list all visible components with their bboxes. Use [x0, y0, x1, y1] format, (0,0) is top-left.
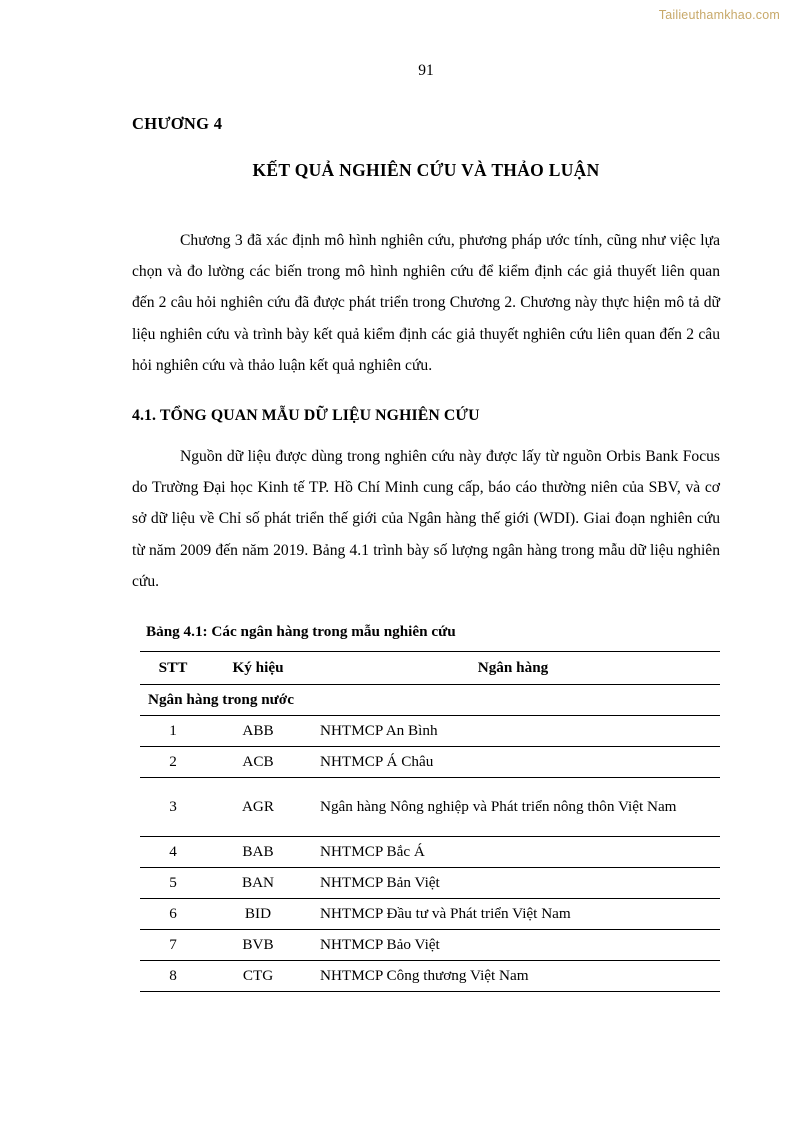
table-row — [140, 836, 720, 867]
cell-code: BAN — [206, 867, 310, 898]
cell-bank-name: NHTMCP Đầu tư và Phát triển Việt Nam — [310, 898, 720, 929]
cell-stt: 7 — [140, 929, 206, 960]
cell-bank-name: NHTMCP Công thương Việt Nam — [310, 960, 720, 991]
cell-bank-name: Ngân hàng Nông nghiệp và Phát triển nông thôn Việt Nam — [310, 777, 720, 836]
cell-bank-name: NHTMCP Bắc Á — [310, 836, 720, 867]
cell-stt: 2 — [140, 746, 206, 777]
table-caption: Bảng 4.1: Các ngân hàng trong mẫu nghiên cứu — [146, 622, 456, 640]
cell-stt: 3 — [140, 777, 206, 836]
section-paragraph: Nguồn dữ liệu được dùng trong nghiên cứu này được lấy từ nguồn Orbis Bank Focus do Trường Đại học Kinh tế TP. Hồ Chí Minh cung cấp, báo cáo thường niên của SBV, và cơ sở dữ liệu về Chỉ số phát triển thế giới của Ngân hàng thế giới (WDI). Giai đoạn nghiên cứu từ năm 2009 đến năm 2019. Bảng 4.1 trình bày số lượng ngân hàng trong mẫu dữ liệu nghiên cứu. — [132, 447, 720, 590]
table-row — [140, 746, 720, 777]
cell-stt: 5 — [140, 867, 206, 898]
chapter-label: CHƯƠNG 4 — [132, 114, 223, 133]
column-header-bank: Ngân hàng — [310, 651, 720, 684]
table-row — [140, 867, 720, 898]
cell-bank-name: NHTMCP An Bình — [310, 715, 720, 746]
table-row — [140, 777, 720, 836]
table-group-row — [140, 684, 720, 715]
cell-bank-name: NHTMCP Á Châu — [310, 746, 720, 777]
column-header-code: Ký hiệu — [206, 651, 310, 684]
intro-paragraph: Chương 3 đã xác định mô hình nghiên cứu, phương pháp ước tính, cũng như việc lựa chọn và đo lường các biến trong mô hình nghiên cứu để kiểm định các giả thuyết liên quan đến 2 câu hỏi nghiên cứu đã được phát triển trong Chương 2. Chương này thực hiện mô tả dữ liệu nghiên cứu và trình bày kết quả kiểm định các giả thuyết nghiên cứu liên quan đến 2 câu hỏi nghiên cứu và thảo luận kết quả nghiên cứu. — [132, 232, 720, 374]
banks-table — [140, 651, 720, 992]
table-row — [140, 960, 720, 991]
table-body — [140, 684, 720, 991]
cell-code: BID — [206, 898, 310, 929]
table-row — [140, 898, 720, 929]
cell-code: ACB — [206, 746, 310, 777]
cell-code: CTG — [206, 960, 310, 991]
page-content — [132, 0, 720, 992]
column-header-stt: STT — [140, 651, 206, 684]
section-heading: 4.1. TỔNG QUAN MẪU DỮ LIỆU NGHIÊN CỨU — [132, 406, 480, 424]
cell-code: BAB — [206, 836, 310, 867]
cell-stt: 1 — [140, 715, 206, 746]
table-head — [140, 651, 720, 684]
cell-code: AGR — [206, 777, 310, 836]
cell-stt: 8 — [140, 960, 206, 991]
cell-bank-name: NHTMCP Bảo Việt — [310, 929, 720, 960]
cell-stt: 4 — [140, 836, 206, 867]
chapter-title: KẾT QUẢ NGHIÊN CỨU VÀ THẢO LUẬN — [252, 160, 600, 180]
page-number: 91 — [418, 62, 434, 79]
group-label: Ngân hàng trong nước — [140, 684, 720, 715]
table-row — [140, 715, 720, 746]
cell-bank-name: NHTMCP Bản Việt — [310, 867, 720, 898]
table-header-row — [140, 651, 720, 684]
cell-stt: 6 — [140, 898, 206, 929]
table-row — [140, 929, 720, 960]
cell-code: BVB — [206, 929, 310, 960]
watermark: Tailieuthamkhao.com — [658, 8, 780, 22]
cell-code: ABB — [206, 715, 310, 746]
